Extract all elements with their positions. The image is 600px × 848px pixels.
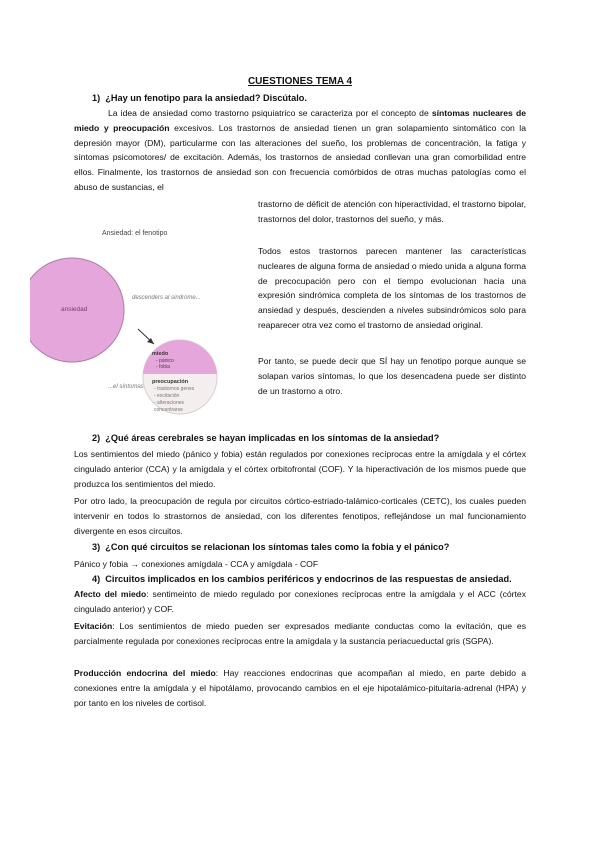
q4-avoidance <box>74 619 526 649</box>
q1-p1-part-a: La idea de ansiedad como trastorno psiquiatrico se caracteriza por el concepto de <box>108 108 432 118</box>
q2-paragraph-2: Por otro lado, la preocupación de regula por circuitos córtico-estriado-talámico-corticales (CETC), los cuales pueden intervenir en todos lo strastornos de ansiedad, con los diferentes fenotipos, reflejándose un mal funcionamiento divergente en esos circuitos. <box>74 496 526 536</box>
q1-paragraph-1-continued: trastorno de déficit de atención con hiperactividad, el trastorno bipolar, trastornos del dolor, trastornos del sueño, y más. <box>258 199 526 224</box>
worry-item-4: concentrarse <box>154 407 183 413</box>
worry-item-3: - alteraciones <box>154 400 185 406</box>
figure-upper-caption: descenders al sindrome... <box>132 295 201 301</box>
q2-paragraph-1: Los sentimientos del miedo (pánico y fobia) están regulados por conexiones recíprocas entre la amígdala y el córtex cingulado anterior (CCA) y la amígdala y el córtex orbitofrontal (COF). Y la hiperactivación de los mismos puede que produzca los sentimientos del miedo. <box>74 449 526 489</box>
q1-p1-part-b: excesivos. Los trastornos de ansiedad tienen un gran solapamiento sintomático con la depresión mayor (DM), particularme con las alteraciones del sueño, los problemas de concentración, la fatiga y síntomas psicomotores/ de excitación. Además, los trastornos de ansiedad conllevan una gran comorbilidad entre ellos. Finalmente, los trastornos de ansiedad son con frecuencia comórbidos de otras muchas patologías como el abuso de sustancias, el <box>74 122 526 192</box>
question-1-number: 1) <box>92 93 101 103</box>
question-2-heading <box>92 433 439 443</box>
question-3-text: ¿Con qué circuitos se relacionan los síntomas tales como la fobia y el pánico? <box>105 542 450 552</box>
worry-item-2: - excitación <box>154 393 180 399</box>
question-2-number: 2) <box>92 433 101 443</box>
figure-lower-caption: ...el síntomas <box>108 384 144 390</box>
question-3-number: 3) <box>92 542 101 552</box>
question-1-heading <box>92 93 307 103</box>
figure-title: Ansiedad: el fenotipo <box>102 230 168 237</box>
worry-item-1: - trastornos genes <box>154 386 195 392</box>
q4-avoidance-text: : Los sentimientos de miedo pueden ser expresados mediante conductas como la evitación, que es parcialmente regulada por conexiones recíprocas entre la amígdala y la sustancia periacueductal gris (SGPA). <box>74 621 526 646</box>
fear-title: miedo <box>152 351 169 357</box>
q4-avoidance-label: Evitación <box>74 621 113 631</box>
q4-fear-affect-text: : sentimeinto de miedo regulado por conexiones recíprocas entre la amígdala y el ACC (córtex cingulado anterior) y COF. <box>74 589 526 614</box>
q4-fear-affect-label: Afecto del miedo <box>74 589 147 599</box>
fear-item-phobia: - fobia <box>156 364 170 370</box>
q4-endocrine <box>74 666 526 710</box>
fear-region <box>140 340 220 374</box>
page-title: CUESTIONES TEMA 4 <box>247 76 353 87</box>
q1-paragraph-3: Por tanto, se puede decir que SÍ hay un fenotipo porque aunque se solapan varios síntomas, lo que los desencadena puede ser distinto de un trastorno a otro. <box>258 356 526 396</box>
q4-fear-affect <box>74 587 526 617</box>
q3-answer: Pánico y fobia → conexiones amígdala - CCA y amígdala - COF <box>74 559 319 569</box>
question-4-number: 4) <box>92 574 101 584</box>
q4-endocrine-label: Producción endocrina del miedo <box>74 668 216 678</box>
worry-title: preocupación <box>152 379 189 385</box>
q1-paragraph-2: Todos estos trastornos parecen mantener las características nucleares de alguna forma de ansiedad o miedo unida a alguna forma de precocupación pero con el tiempo evolucionan hacia una expresión sindrómica completa de los síntomas de los trastornos de ansiedad y después, descienden a niveles subsindrómicos solo para reaparecer otra vez como el trastorno de ansiedad original. <box>258 246 526 330</box>
q1-p1-bold: síntomas nucleares de miedo y preocupación <box>74 108 526 133</box>
question-4-heading <box>92 574 512 584</box>
question-2-text: ¿Qué áreas cerebrales se hayan implicadas en los síntomas de la ansiedad? <box>105 433 440 443</box>
fear-item-panic: - pánico <box>156 358 174 364</box>
question-4-text: Circuitos implicados en los cambios periféricos y endocrinos de las respuestas de ansiedad. <box>105 574 512 584</box>
question-1-text: ¿Hay un fenotipo para la ansiedad? Discútalo. <box>105 93 307 103</box>
q1-paragraph-1 <box>74 106 526 195</box>
question-3-heading <box>92 542 449 552</box>
figure-svg <box>30 222 260 432</box>
anxiety-circle-label: ansiedad <box>61 306 88 313</box>
q4-endocrine-text: : Hay reacciones endocrinas que acompañan al miedo, en parte debido a conexiones entre la amígdala y el hipotálamo, provocando cambios en el eje hipotalámico-pituitaria-adrenal (HPA) y por tanto en los niveles de cortisol. <box>74 668 526 708</box>
anxiety-phenotype-figure <box>30 222 260 432</box>
